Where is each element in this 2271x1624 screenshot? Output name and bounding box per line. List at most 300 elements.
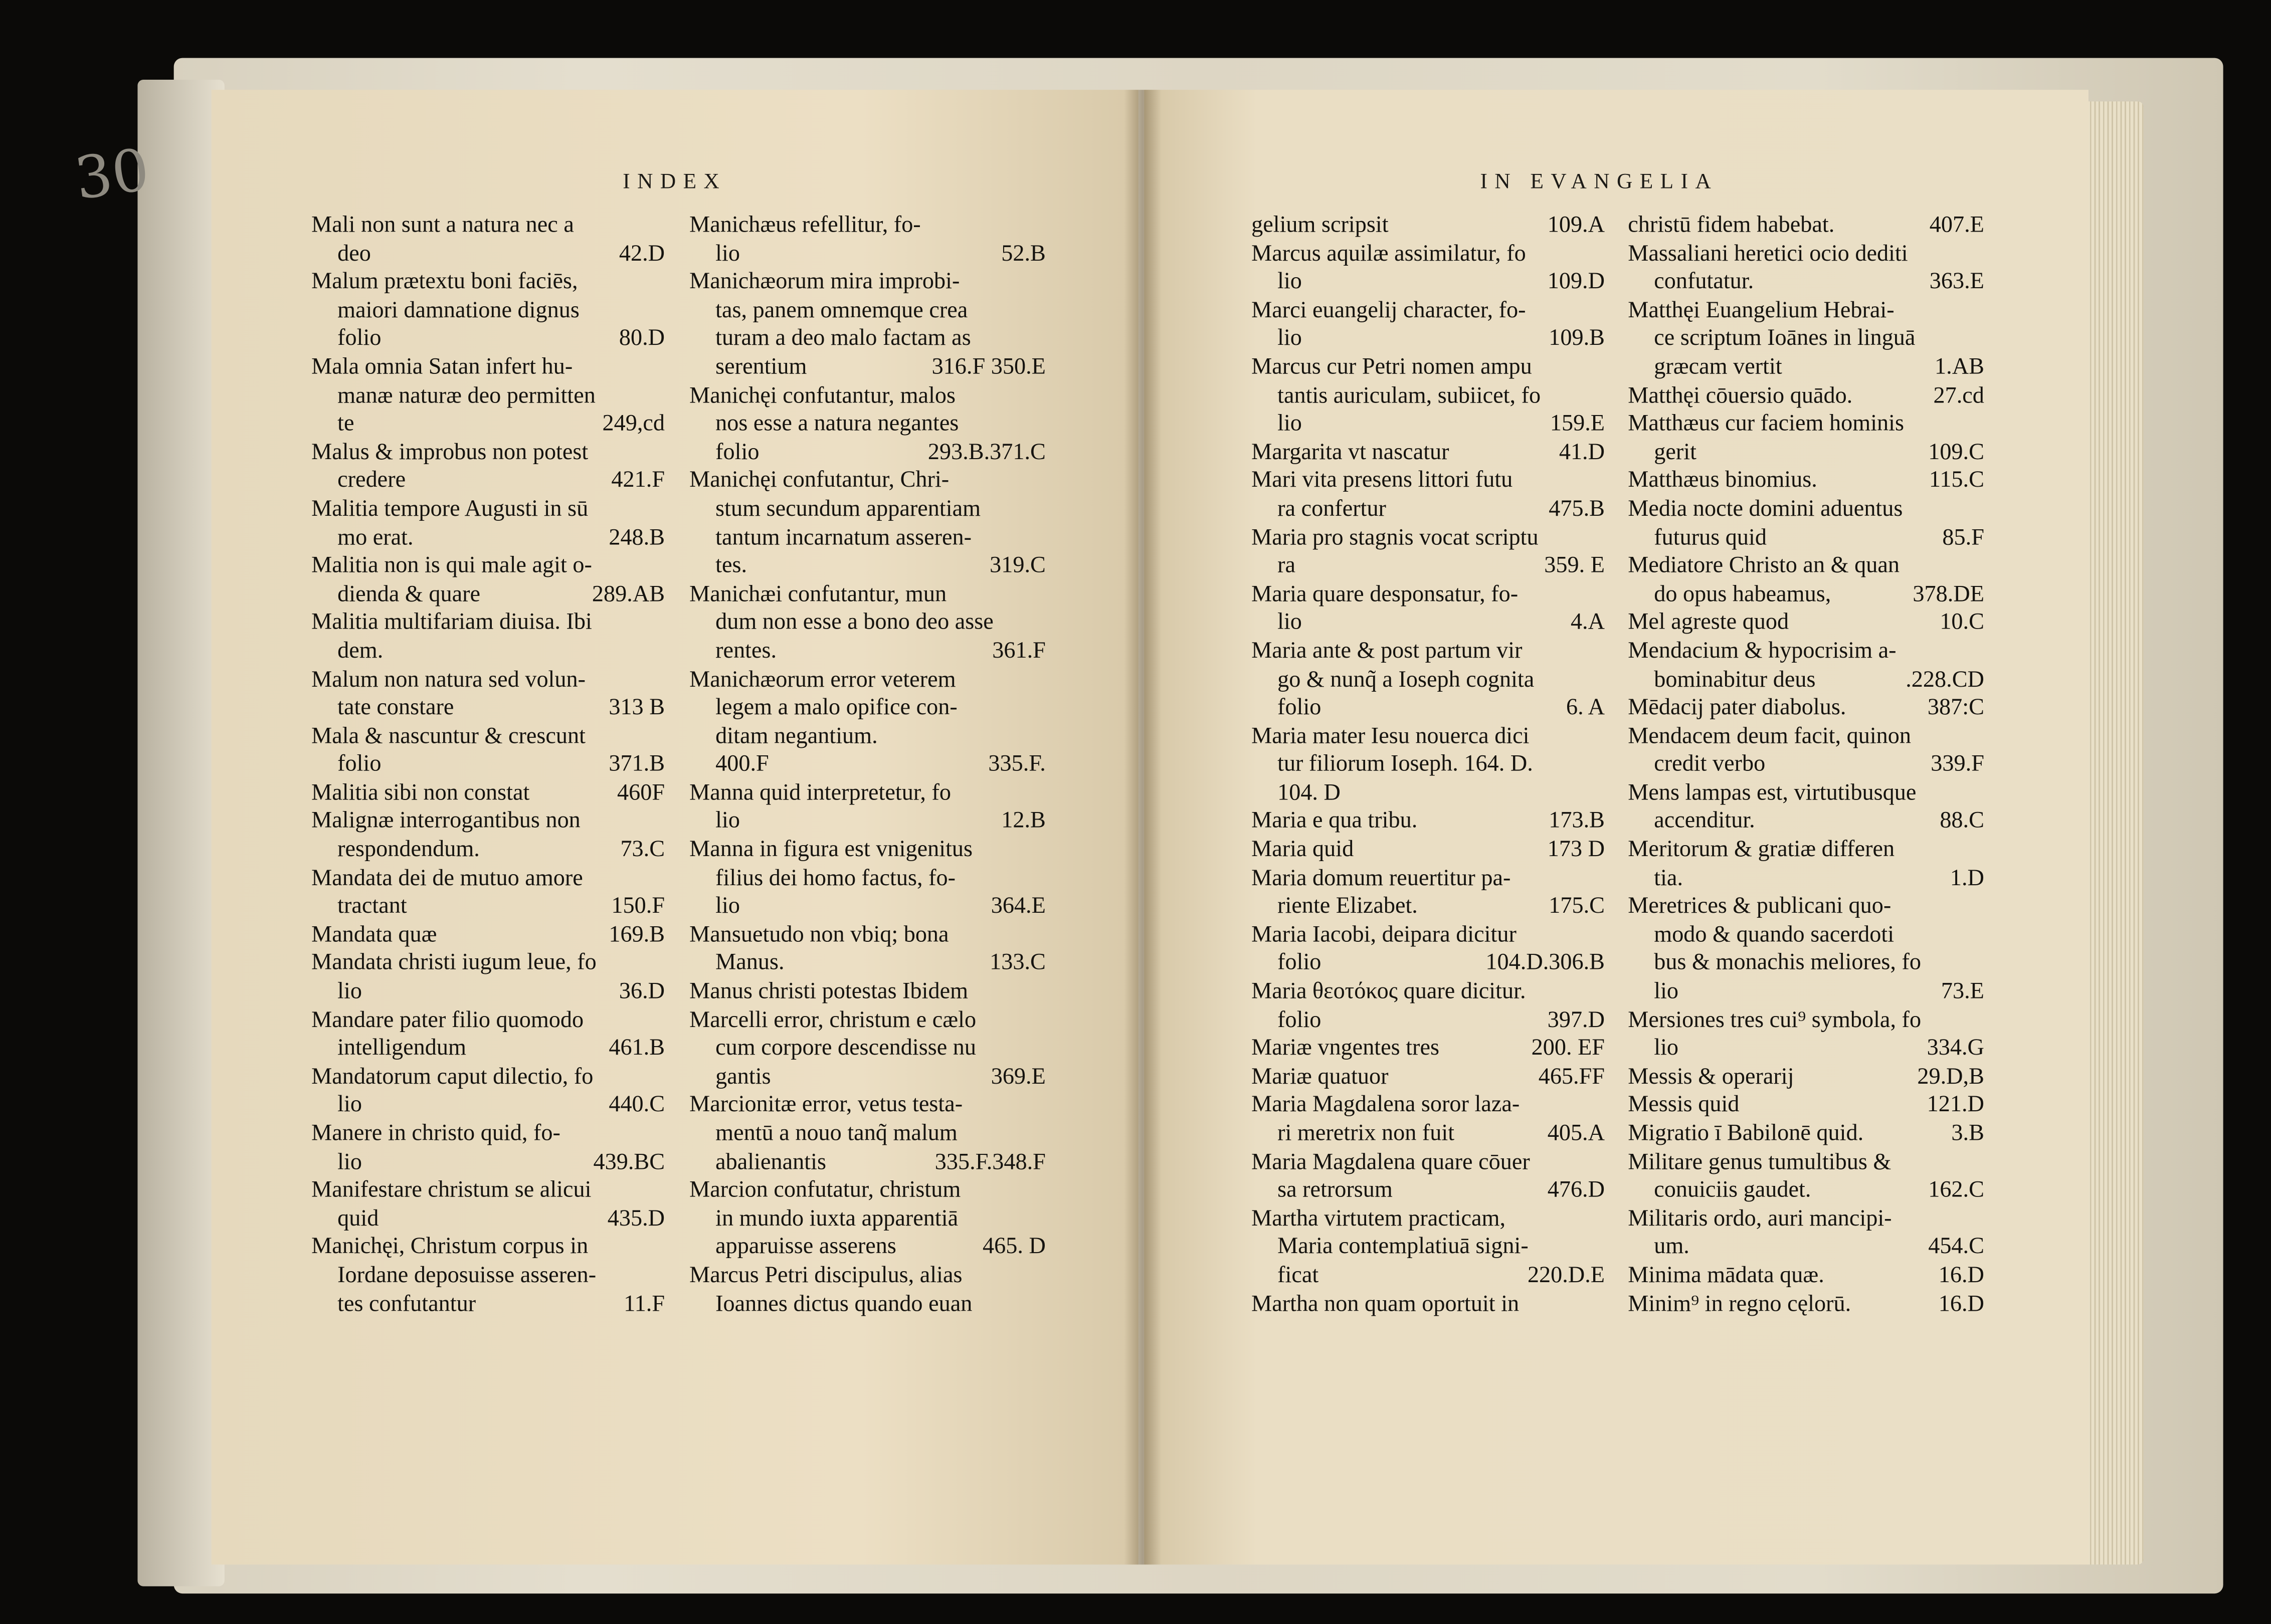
index-entry: [689, 1176, 1046, 1262]
index-entry: [1251, 836, 1605, 865]
index-entry-line: 104. D: [1277, 780, 1341, 805]
index-entry-line: tate constare: [337, 695, 454, 720]
index-entry-line: Manna quid interpretetur, fo: [689, 780, 952, 805]
index-entry-line: Matthæus cur faciem hominis: [1628, 412, 1904, 437]
index-entry-line: folio: [337, 326, 382, 351]
index-entry-line: Mandare pater filio quomodo: [311, 1007, 584, 1033]
index-entry-line: tur filiorum Ioseph. 164. D.: [1277, 752, 1533, 777]
index-entry-reference: 435.D: [607, 1206, 665, 1232]
index-entry-reference: 364.E: [991, 894, 1046, 919]
index-entry-reference: 465.FF: [1538, 1064, 1605, 1089]
index-entry: [1628, 609, 1984, 638]
index-entry-line: serentium: [715, 355, 807, 380]
index-entry-reference: 461.B: [609, 1036, 665, 1061]
index-entry-reference: 371.B: [609, 752, 665, 777]
index-entry-line: Manifestare christum se alicui: [311, 1178, 592, 1203]
index-entry-reference: 378.DE: [1913, 582, 1984, 607]
index-entry-line: Meretrices & publicani quo-: [1628, 894, 1891, 919]
index-entry-line: gelium scripsit: [1251, 213, 1389, 238]
index-entry-line: Maria domum reuertitur pa-: [1251, 866, 1511, 891]
index-entry: [1251, 1091, 1605, 1148]
index-entry-line: bus & monachis meliores, fo: [1654, 951, 1922, 976]
index-entry-reference: 36.D: [619, 979, 665, 1004]
index-entry: [1628, 1063, 1984, 1092]
index-entry-line: Mariæ quatuor: [1251, 1064, 1389, 1089]
index-entry-line: Maria θεοτόκος quare dicitur.: [1251, 979, 1526, 1004]
index-entry-reference: 42.D: [619, 241, 665, 266]
index-entry: [1251, 439, 1605, 467]
index-entry-line: respondendum.: [337, 837, 480, 862]
index-entry: [1251, 637, 1605, 722]
index-entry-line: lio: [1277, 326, 1302, 351]
index-entry-reference: 29.D,B: [1917, 1064, 1984, 1089]
index-entry-line: Minima mādata quæ.: [1628, 1263, 1824, 1288]
index-entry-reference: 361.F: [992, 639, 1046, 664]
index-entry-line: nos esse a natura negantes: [715, 412, 959, 437]
index-entry-reference: 359. E: [1544, 553, 1605, 578]
index-entry-reference: 465. D: [983, 1235, 1046, 1260]
index-entry-line: Mari vita presens littori futu: [1251, 468, 1513, 493]
pencil-mark: 30: [71, 137, 153, 214]
index-entry: [1251, 921, 1605, 978]
index-entry-line: do opus habeamus,: [1654, 582, 1831, 607]
index-entry: [689, 978, 1046, 1006]
index-entry-line: lio: [715, 894, 740, 919]
index-entry-reference: 387:C: [1927, 695, 1984, 720]
index-entry-line: tes.: [715, 553, 747, 578]
index-entry-line: ce scriptum Ioānes in linguā: [1654, 326, 1916, 351]
index-entry: [1628, 694, 1984, 723]
index-entry: [689, 580, 1046, 666]
index-entry: [689, 1262, 1046, 1318]
index-entry: [311, 1176, 665, 1233]
index-entry-reference: 407.E: [1929, 213, 1984, 238]
index-entry: [1251, 1063, 1605, 1092]
index-entry-line: modo & quando sacerdoti: [1654, 922, 1895, 947]
index-entry-line: Manichęi, Christum corpus in: [311, 1235, 589, 1260]
index-entry-reference: 339.F: [1931, 752, 1984, 777]
index-entry-line: Manichæi confutantur, mun: [689, 582, 947, 607]
index-entry-line: ra: [1277, 553, 1296, 578]
index-entry-line: Malus & improbus non potest: [311, 440, 589, 465]
index-entry: [311, 1063, 665, 1120]
index-entry-line: Matthęi Euangelium Hebrai-: [1628, 298, 1895, 323]
index-entry: [311, 552, 665, 609]
index-entry: [1628, 297, 1984, 382]
index-entry-line: lio: [1277, 412, 1302, 437]
index-entry-line: lio: [337, 1093, 362, 1118]
index-entry-line: Maria Magdalena quare cōuer: [1251, 1149, 1530, 1174]
index-entry-line: Meritorum & gratiæ differen: [1628, 837, 1895, 862]
index-entry-line: Mens lampas est, virtutibusque: [1628, 780, 1917, 805]
index-entry: [1628, 240, 1984, 297]
index-entry-line: Mala & nascuntur & crescunt: [311, 724, 586, 749]
index-entry: [1628, 836, 1984, 893]
index-entry-line: tia.: [1654, 866, 1683, 891]
index-entry-line: sa retrorsum: [1277, 1178, 1393, 1203]
index-entry: [311, 495, 665, 552]
index-entry-reference: 313 B: [609, 695, 665, 720]
index-entry-line: Marcelli error, christum e cælo: [689, 1007, 977, 1033]
index-entry-line: mentū a nouo tanq̃ malum: [715, 1121, 958, 1146]
index-entry: [311, 609, 665, 666]
index-entry-line: Messis quid: [1628, 1093, 1740, 1118]
index-entry-line: Malitia sibi non constat: [311, 780, 530, 805]
index-entry-line: ra confertur: [1277, 497, 1386, 522]
index-entry-line: Manna in figura est vnigenitus: [689, 837, 973, 862]
index-entry-line: um.: [1654, 1235, 1689, 1260]
index-entry-line: tractant: [337, 894, 407, 919]
index-entry-line: christū fidem habebat.: [1628, 213, 1835, 238]
index-entry-line: Marci euangelij character, fo-: [1251, 298, 1526, 323]
index-entry: [1251, 807, 1605, 836]
index-entry-reference: 109.C: [1928, 440, 1984, 465]
index-entry-line: Mandatorum caput dilectio, fo: [311, 1064, 594, 1089]
index-entry-line: Malitia non is qui male agit o-: [311, 553, 592, 578]
index-entry: [1628, 893, 1984, 1006]
index-entry-reference: 439.BC: [593, 1149, 665, 1174]
index-entry: [311, 353, 665, 439]
index-entry: [1251, 864, 1605, 921]
index-entry-line: Mandata christi iugum leue, fo: [311, 951, 597, 976]
index-entry: [689, 467, 1046, 581]
index-entry-reference: 109.A: [1547, 213, 1605, 238]
index-entry-reference: 159.E: [1550, 412, 1605, 437]
index-entry-reference: 88.C: [1940, 809, 1984, 834]
index-entry-line: tantis auriculam, subiicet, fo: [1277, 383, 1541, 408]
page-edges: [2086, 101, 2144, 1564]
index-entry-line: bominabitur deus: [1654, 667, 1816, 692]
index-entry-reference: 421.F: [611, 468, 665, 493]
index-entry-line: Matthæus binomius.: [1628, 468, 1817, 493]
index-entry-line: 400.F: [715, 752, 769, 777]
index-entry-line: folio: [1277, 1007, 1321, 1033]
index-entry-line: Manere in christo quid, fo-: [311, 1121, 560, 1146]
index-entry-line: Mēdacij pater diabolus.: [1628, 695, 1846, 720]
index-entry-reference: 1.D: [1950, 866, 1984, 891]
index-entry-line: Maria mater Iesu nouerca dici: [1251, 724, 1530, 749]
index-entry: [311, 864, 665, 921]
index-entry: [1251, 978, 1605, 1035]
index-entry-reference: 73.C: [620, 837, 665, 862]
index-entry-line: Mali non sunt a natura nec a: [311, 213, 574, 238]
index-entry-reference: 248.B: [609, 525, 665, 550]
index-entry-line: Malignæ interrogantibus non: [311, 809, 581, 834]
index-entry-reference: 335.F.: [988, 752, 1046, 777]
index-entry-reference: 109.D: [1547, 270, 1605, 295]
index-entry-line: legem a malo opifice con-: [715, 695, 958, 720]
index-entry: [1251, 353, 1605, 439]
index-entry-line: Mersiones tres cui⁹ symbola, fo: [1628, 1007, 1922, 1033]
index-entry-line: lio: [1654, 1036, 1679, 1061]
index-entry-line: folio: [1277, 951, 1321, 976]
index-entry-reference: 162.C: [1928, 1178, 1984, 1203]
index-entry: [311, 1120, 665, 1176]
index-entry-line: Minim⁹ in regno cęlorū.: [1628, 1291, 1851, 1316]
index-entry-line: Mediatore Christo an & quan: [1628, 553, 1900, 578]
index-entry: [1628, 1120, 1984, 1148]
index-entry-line: Militaris ordo, auri mancipi-: [1628, 1206, 1892, 1232]
index-entry: [689, 268, 1046, 382]
index-entry-line: dem.: [337, 639, 384, 664]
index-entry-reference: 405.A: [1547, 1121, 1605, 1146]
index-entry-line: Ioannes dictus quando euan: [715, 1291, 973, 1316]
index-entry: [1628, 467, 1984, 496]
index-entry-line: dienda & quare: [337, 582, 481, 607]
index-entry-reference: 52.B: [1001, 241, 1046, 266]
index-entry-reference: .228.CD: [1906, 667, 1984, 692]
index-entry: [689, 1091, 1046, 1176]
index-entry-line: apparuisse asserens: [715, 1235, 896, 1260]
index-entry-line: intelligendum: [337, 1036, 466, 1061]
index-entry-line: Malum non natura sed volun-: [311, 667, 586, 692]
index-entry-line: manæ naturæ deo permitten: [337, 383, 596, 408]
index-entry-line: Manus.: [715, 951, 785, 976]
index-entry-line: go & nunq̃ a Ioseph cognita: [1277, 667, 1535, 692]
index-entry-line: Messis & operarij: [1628, 1064, 1794, 1089]
index-entry: [1628, 212, 1984, 240]
index-entry-line: Mel agreste quod: [1628, 610, 1789, 635]
index-entry-line: Malum prætextu boni faciēs,: [311, 270, 578, 295]
index-entry-line: riente Elizabet.: [1277, 894, 1418, 919]
index-entry-reference: 10.C: [1940, 610, 1984, 635]
index-entry-reference: 85.F: [1942, 525, 1984, 550]
index-entry: [689, 921, 1046, 978]
index-column-2: [689, 212, 1046, 1319]
index-entry-line: te: [337, 412, 354, 437]
index-entry-line: deo: [337, 241, 371, 266]
index-entry-line: ditam negantium.: [715, 724, 878, 749]
index-entry-line: Martha virtutem practicam,: [1251, 1206, 1506, 1232]
index-entry-reference: 335.F.348.F: [934, 1149, 1046, 1174]
index-entry: [1628, 1006, 1984, 1063]
index-entry-line: Marcionitæ error, vetus testa-: [689, 1093, 963, 1118]
index-entry: [1628, 410, 1984, 467]
index-entry-line: Malitia multifariam diuisa. Ibi: [311, 610, 592, 635]
index-entry: [1628, 495, 1984, 552]
index-entry-reference: 27.cd: [1933, 383, 1984, 408]
index-entry: [1628, 1262, 1984, 1290]
index-entry-line: Mariæ vngentes tres: [1251, 1036, 1439, 1061]
index-entry-line: Manus christi potestas Ibidem: [689, 979, 969, 1004]
index-entry-line: Maria pro stagnis vocat scriptu: [1251, 525, 1539, 550]
index-entry: [689, 779, 1046, 836]
index-entry-reference: 440.C: [609, 1093, 665, 1118]
index-entry-line: Maria Iacobi, deipara dicitur: [1251, 922, 1517, 947]
index-entry-line: lio: [337, 1149, 362, 1174]
index-entry-line: Marcion confutatur, christum: [689, 1178, 961, 1203]
index-entry-line: lio: [715, 241, 740, 266]
running-header-left: INDEX: [623, 171, 727, 194]
running-header-right: IN EVANGELIA: [1480, 171, 1719, 194]
index-entry-reference: 169.B: [609, 922, 665, 947]
index-entry-reference: 293.B.371.C: [927, 440, 1046, 465]
index-entry-line: Militare genus tumultibus &: [1628, 1149, 1891, 1174]
index-entry: [689, 666, 1046, 779]
index-entry: [1628, 382, 1984, 411]
index-entry-line: Mandata dei de mutuo amore: [311, 866, 583, 891]
index-entry: [311, 268, 665, 353]
index-entry-line: mo erat.: [337, 525, 414, 550]
index-entry-line: rentes.: [715, 639, 777, 664]
index-entry-line: cum corpore descendisse nu: [715, 1036, 977, 1061]
index-entry-reference: 175.C: [1549, 894, 1605, 919]
index-entry-line: Marcus aquilæ assimilatur, fo: [1251, 241, 1526, 266]
index-entry-line: gerit: [1654, 440, 1696, 465]
index-entry-line: Marcus cur Petri nomen ampu: [1251, 355, 1532, 380]
index-entry: [1251, 240, 1605, 297]
index-entry-line: Maria contemplatiuā signi-: [1277, 1235, 1529, 1260]
index-entry: [1251, 580, 1605, 637]
index-entry-reference: 11.F: [624, 1291, 665, 1316]
index-entry-reference: 16.D: [1938, 1291, 1984, 1316]
index-entry-line: Maria e qua tribu.: [1251, 809, 1418, 834]
index-entry-line: folio: [337, 752, 382, 777]
index-entry-line: lio: [1654, 979, 1679, 1004]
index-entry-reference: 1.AB: [1935, 355, 1984, 380]
index-entry-line: ficat: [1277, 1263, 1319, 1288]
index-entry: [1251, 1035, 1605, 1063]
index-entry: [1628, 1091, 1984, 1120]
index-entry-line: credere: [337, 468, 406, 493]
index-entry: [1251, 722, 1605, 807]
index-entry-line: Mendacem deum facit, quinon: [1628, 724, 1912, 749]
index-entry-line: Manichęi confutantur, malos: [689, 383, 956, 408]
index-entry-reference: 133.C: [990, 951, 1046, 976]
index-entry: [1251, 467, 1605, 524]
index-entry-reference: 289.AB: [592, 582, 665, 607]
index-entry: [311, 949, 665, 1006]
index-entry-reference: 334.G: [1927, 1036, 1984, 1061]
index-entry-line: Manichæorum mira improbi-: [689, 270, 960, 295]
index-entry-reference: 16.D: [1938, 1263, 1984, 1288]
index-entry-line: filius dei homo factus, fo-: [715, 866, 956, 891]
index-entry-line: gantis: [715, 1064, 771, 1089]
index-entry-line: Malitia tempore Augusti in sū: [311, 497, 589, 522]
index-entry-reference: 80.D: [619, 326, 665, 351]
index-entry: [311, 1006, 665, 1063]
index-entry-line: Manichæus refellitur, fo-: [689, 213, 921, 238]
index-entry-reference: 454.C: [1928, 1235, 1984, 1260]
index-entry-reference: 220.D.E: [1527, 1263, 1605, 1288]
index-entry-reference: 150.F: [611, 894, 665, 919]
index-entry: [689, 1006, 1046, 1092]
index-entry-line: tantum incarnatum asseren-: [715, 525, 972, 550]
index-entry-line: conuiciis gaudet.: [1654, 1178, 1811, 1203]
index-entry-reference: 173.B: [1549, 809, 1605, 834]
index-entry-line: dum non esse a bono deo asse: [715, 610, 994, 635]
index-entry-line: abalienantis: [715, 1149, 826, 1174]
index-entry: [311, 807, 665, 864]
index-entry-reference: 475.B: [1549, 497, 1605, 522]
index-entry: [1628, 1205, 1984, 1262]
index-entry: [311, 212, 665, 268]
index-entry-reference: 104.D.306.B: [1485, 951, 1605, 976]
index-entry-reference: 12.B: [1001, 809, 1046, 834]
index-entry-reference: 363.E: [1929, 270, 1984, 295]
index-entry: [1251, 1205, 1605, 1290]
index-entry-line: Maria ante & post partum vir: [1251, 639, 1523, 664]
index-entry-line: tes confutantur: [337, 1291, 476, 1316]
index-entry-line: Iordane deposuisse asseren-: [337, 1263, 597, 1288]
index-entry-line: Manichæorum error veterem: [689, 667, 956, 692]
index-entry-line: credit verbo: [1654, 752, 1766, 777]
index-entry: [1251, 212, 1605, 240]
index-entry-reference: 6. A: [1566, 695, 1605, 720]
index-entry-line: Mendacium & hypocrisim a-: [1628, 639, 1897, 664]
index-entry: [1628, 779, 1984, 836]
index-entry-line: Media nocte domini aduentus: [1628, 497, 1903, 522]
index-entry-reference: 200. EF: [1531, 1036, 1605, 1061]
index-entry-reference: 369.E: [991, 1064, 1046, 1089]
book-gutter: [1124, 90, 1162, 1564]
index-entry: [1251, 524, 1605, 580]
index-entry-line: lio: [337, 979, 362, 1004]
index-entry: [1628, 552, 1984, 609]
index-entry-line: ri meretrix non fuit: [1277, 1121, 1455, 1146]
index-entry-reference: 249,cd: [602, 412, 665, 437]
index-entry: [311, 1234, 665, 1319]
index-entry: [689, 382, 1046, 467]
index-entry-line: Maria Magdalena soror laza-: [1251, 1093, 1520, 1118]
index-entry-reference: 4.A: [1570, 610, 1605, 635]
index-entry-reference: 173 D: [1547, 837, 1605, 862]
index-entry-line: stum secundum apparentiam: [715, 497, 981, 522]
index-entry: [689, 212, 1046, 268]
index-entry-line: futurus quid: [1654, 525, 1767, 550]
index-entry: [311, 666, 665, 722]
index-entry-line: folio: [715, 440, 760, 465]
index-entry: [311, 439, 665, 495]
index-entry: [1251, 1290, 1605, 1319]
index-entry-line: græcam vertit: [1654, 355, 1782, 380]
index-entry-line: Mala omnia Satan infert hu-: [311, 355, 573, 380]
index-entry-reference: 73.E: [1941, 979, 1984, 1004]
index-entry-line: lio: [1277, 610, 1302, 635]
index-entry: [311, 921, 665, 950]
index-entry: [1251, 297, 1605, 353]
index-entry-line: Manichęi confutantur, Chri-: [689, 468, 950, 493]
index-entry-line: quid: [337, 1206, 379, 1232]
index-entry: [1628, 637, 1984, 694]
index-entry: [689, 836, 1046, 921]
index-entry: [311, 779, 665, 808]
index-entry-reference: 115.C: [1929, 468, 1984, 493]
index-entry-line: lio: [1277, 270, 1302, 295]
index-entry-reference: 121.D: [1927, 1093, 1984, 1118]
index-column-3: [1251, 212, 1605, 1319]
index-entry-reference: 41.D: [1559, 440, 1605, 465]
index-column-4: [1628, 212, 1984, 1319]
index-column-1: [311, 212, 665, 1319]
index-entry-line: in mundo iuxta apparentiā: [715, 1206, 959, 1232]
index-entry-line: Migratio ī Babilonē quid.: [1628, 1121, 1864, 1146]
index-entry-reference: 460F: [617, 780, 665, 805]
index-entry-line: folio: [1277, 695, 1321, 720]
index-entry-line: turam a deo malo factam as: [715, 326, 971, 351]
index-entry-line: Marcus Petri discipulus, alias: [689, 1263, 963, 1288]
index-entry-line: accenditur.: [1654, 809, 1755, 834]
index-entry: [1628, 722, 1984, 779]
index-entry-line: lio: [715, 809, 740, 834]
index-entry-line: confutatur.: [1654, 270, 1754, 295]
index-entry-reference: 476.D: [1547, 1178, 1605, 1203]
index-entry-line: Mansuetudo non vbiq; bona: [689, 922, 949, 947]
index-entry-line: Margarita vt nascatur: [1251, 440, 1449, 465]
index-entry-reference: 319.C: [990, 553, 1046, 578]
index-entry-reference: 3.B: [1951, 1121, 1984, 1146]
index-entry-line: maiori damnatione dignus: [337, 298, 580, 323]
